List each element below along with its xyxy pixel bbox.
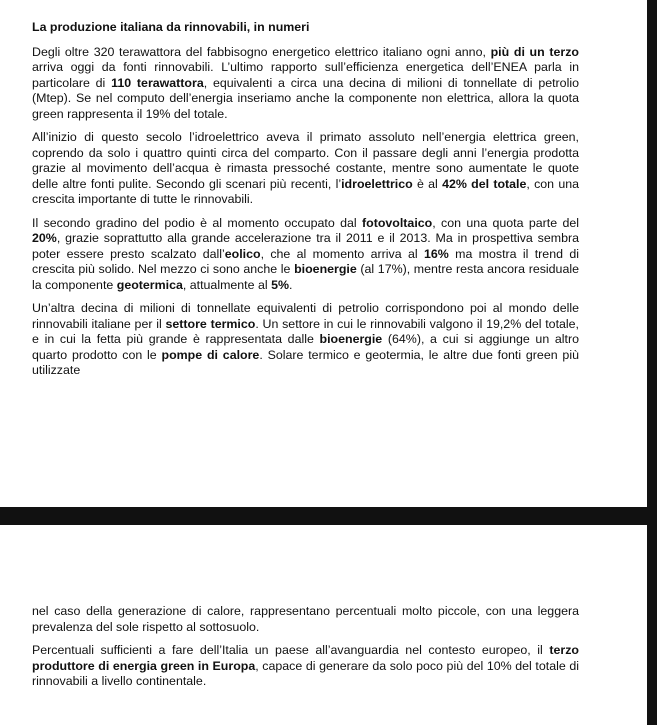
paragraph-3: Il secondo gradino del podio è al momento occupato dal fotovoltaico, con una quota parte del 20%, grazie soprattutto alla grande accelerazione tra il 2011 e il 2013. Ma in prospettiva sembra poter essere presto scalzato dall’eolico, che al momento arriva al 16% ma mostra il trend di crescita più solido. Nel mezzo ci sono anche le bioenergie (al 17%), mentre resta ancora residuale la componente geotermica, attualmente al 5%. xyxy=(32,215,579,292)
article-body-top xyxy=(32,20,579,387)
page-separator xyxy=(0,507,657,525)
paragraph-6: Percentuali sufficienti a fare dell’Italia un paese all’avanguardia nel contesto europeo, il terzo produttore di energia green in Europa, capace di generare da solo poco più del 10% del totale di rinnovabili a livello continentale. xyxy=(32,643,579,688)
article-title: La produzione italiana da rinnovabili, in numeri xyxy=(32,20,310,34)
paragraph-1: Degli oltre 320 terawattora del fabbisogno energetico elettrico italiano ogni anno, più di un terzo arriva oggi da fonti rinnovabili. L’ultimo rapporto sull’efficienza energetica dell’ENEA parla in particolare di 110 terawattora, equivalenti a circa una decina di milioni di tonnellate di petrolio (Mtep). Se nel computo dell’energia inseriamo anche la componente non elettrica, allora la quota green rappresenta il 19% del totale. xyxy=(32,44,579,121)
paragraph-4: Un’altra decina di milioni di tonnellate equivalenti di petrolio corrispondono poi al mondo delle rinnovabili italiane per il settore termico. Un settore in cui le rinnovabili valgono il 19,2% del totale, e in cui la fetta più grande è rappresentata dalle bioenergie (64%), a cui si aggiunge un altro quarto prodotto con le pompe di calore. Solare termico e geotermia, le altre due fonti green più utilizzate xyxy=(32,301,579,377)
paragraph-5: nel caso della generazione di calore, rappresentano percentuali molto piccole, con una leggera prevalenza del sole rispetto al sottosuolo. xyxy=(32,604,579,634)
paragraph-2: All’inizio di questo secolo l’idroelettrico aveva il primato assoluto nell’energia elettrica green, coprendo da solo i quattro quinti circa del comparto. Con il passare degli anni l’energia prodotta grazie al movimento dell’acqua è rimasta pressoché costante, mentre sono aumentate le quote delle altre fonti pulite. Secondo gli scenari più recenti, l’idroelettrico è al 42% del totale, con una crescita importante di tutte le rinnovabili. xyxy=(32,130,580,206)
window-edge xyxy=(647,0,657,725)
article-body-bottom xyxy=(32,604,579,698)
